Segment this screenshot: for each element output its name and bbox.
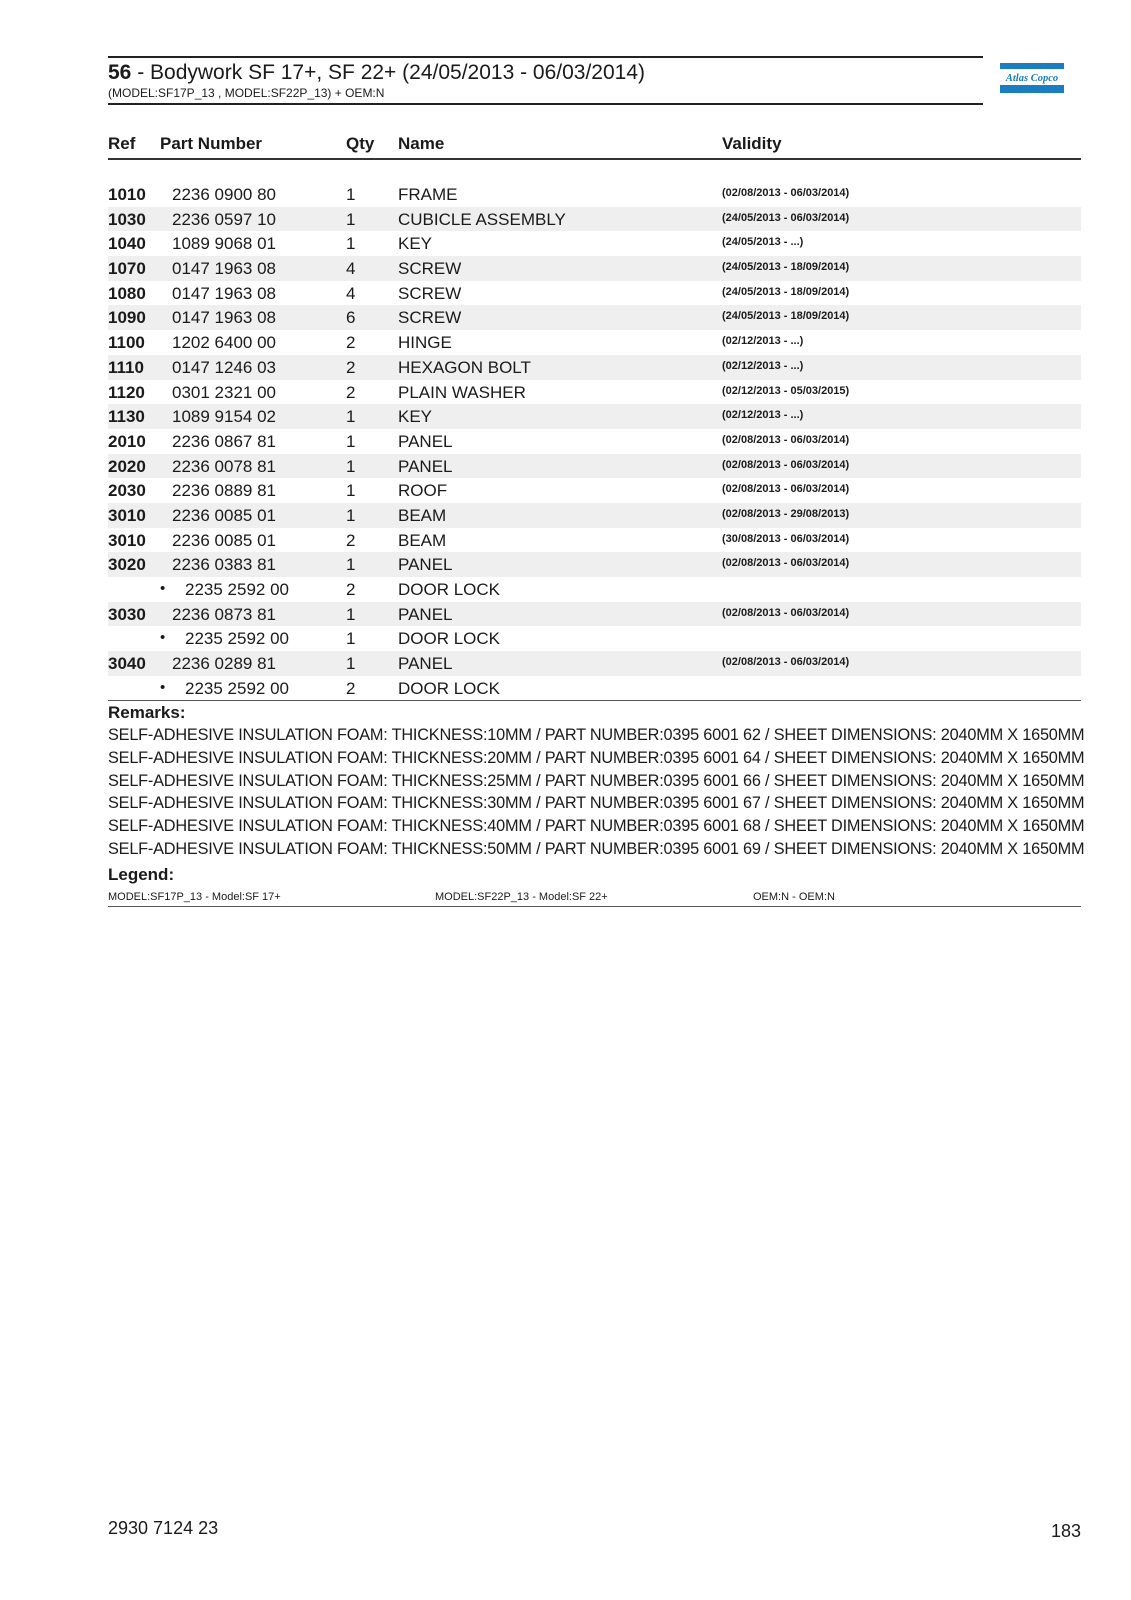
name-cell: HINGE — [398, 333, 452, 353]
part-number-cell: 2236 0085 01 — [172, 530, 276, 550]
name-cell: SCREW — [398, 308, 462, 328]
table-row — [108, 454, 1081, 479]
qty-cell: 2 — [346, 357, 356, 377]
name-cell: SCREW — [398, 259, 462, 279]
table-row — [108, 330, 1081, 355]
part-number-cell: 0147 1963 08 — [172, 283, 276, 303]
bullet-icon: • — [160, 678, 166, 696]
table-row — [108, 528, 1081, 553]
page-header — [108, 56, 983, 105]
name-cell: FRAME — [398, 185, 458, 204]
validity-cell: (02/08/2013 - 06/03/2014) — [722, 433, 850, 446]
ref-cell: 3010 — [108, 505, 146, 525]
table-row — [108, 404, 1081, 429]
qty-cell: 1 — [346, 407, 356, 427]
validity-cell: (24/05/2013 - 06/03/2014) — [722, 211, 850, 224]
table-row — [108, 256, 1081, 281]
table-row — [108, 651, 1081, 676]
logo-text: Atlas Copco — [1005, 73, 1059, 84]
qty-cell: 4 — [346, 283, 356, 303]
qty-cell: 1 — [346, 234, 356, 254]
header-part-number: Part Number — [160, 134, 263, 153]
page-subtitle: (MODEL:SF17P_13 , MODEL:SF22P_13) + OEM:N — [108, 86, 385, 100]
table-row — [108, 281, 1081, 306]
part-number-cell: 2236 0900 80 — [172, 185, 276, 204]
validity-cell: (02/12/2013 - 05/03/2015) — [722, 384, 850, 397]
part-number-cell: 0301 2321 00 — [172, 382, 276, 402]
table-row — [108, 429, 1081, 454]
validity-cell: (24/05/2013 - ...) — [722, 236, 804, 249]
ref-cell: 1070 — [108, 259, 146, 279]
bullet-icon: • — [160, 629, 166, 647]
qty-cell: 1 — [346, 654, 356, 674]
ref-cell: 2030 — [108, 481, 146, 501]
name-cell: PLAIN WASHER — [398, 382, 526, 402]
legend-item: MODEL:SF17P_13 - Model:SF 17+ — [108, 891, 281, 903]
ref-cell: 2010 — [108, 431, 146, 451]
validity-cell: (30/08/2013 - 06/03/2014) — [722, 532, 850, 545]
legend-section — [108, 864, 1081, 907]
name-cell: PANEL — [398, 604, 453, 624]
part-number-cell: 1089 9154 02 — [172, 407, 276, 427]
validity-cell: (02/08/2013 - 06/03/2014) — [722, 187, 850, 199]
table-row — [108, 577, 1081, 602]
validity-cell: (02/08/2013 - 06/03/2014) — [722, 458, 850, 471]
ref-cell: 1110 — [108, 357, 144, 377]
part-number-cell: 2236 0085 01 — [172, 505, 276, 525]
ref-cell: 3030 — [108, 604, 146, 624]
table-row — [108, 602, 1081, 627]
part-number-cell: 2235 2592 00 — [185, 580, 289, 599]
page-number: 183 — [1050, 1521, 1081, 1541]
qty-cell: 1 — [346, 431, 356, 451]
header-validity: Validity — [722, 134, 782, 153]
table-row — [108, 207, 1081, 232]
ref-cell: 3010 — [108, 530, 146, 550]
parts-table — [108, 132, 1081, 701]
name-cell: DOOR LOCK — [398, 678, 501, 698]
name-cell: BEAM — [398, 505, 447, 525]
name-cell: KEY — [398, 407, 433, 427]
validity-cell: (02/08/2013 - 06/03/2014) — [722, 557, 850, 570]
header-ref: Ref — [108, 134, 136, 153]
qty-cell: 1 — [346, 456, 356, 476]
table-row — [108, 478, 1081, 503]
remarks-list — [108, 724, 1085, 861]
header-qty: Qty — [346, 134, 375, 153]
legend-items — [108, 886, 1081, 907]
part-number-cell: 2236 0078 81 — [172, 456, 276, 476]
table-row — [108, 305, 1081, 330]
name-cell: ROOF — [398, 481, 448, 501]
validity-cell: (02/08/2013 - 06/03/2014) — [722, 606, 850, 619]
qty-cell: 2 — [346, 530, 356, 550]
table-row — [108, 355, 1081, 380]
remark-line: SELF-ADHESIVE INSULATION FOAM: THICKNESS:40MM / PART NUMBER:0395 6001 68 / SHEET DIMENSIONS: 2040MM X 1650MM — [108, 817, 1085, 836]
part-number-cell: 1089 9068 01 — [172, 234, 276, 254]
table-row — [108, 503, 1081, 528]
part-number-cell: 2236 0873 81 — [172, 604, 276, 624]
table-body — [108, 182, 1081, 700]
name-cell: CUBICLE ASSEMBLY — [398, 209, 566, 229]
qty-cell: 2 — [346, 382, 356, 402]
part-number-cell: 0147 1963 08 — [172, 259, 276, 279]
remark-line: SELF-ADHESIVE INSULATION FOAM: THICKNESS:25MM / PART NUMBER:0395 6001 66 / SHEET DIMENSIONS: 2040MM X 1650MM — [108, 771, 1085, 790]
part-number-cell: 2236 0289 81 — [172, 654, 276, 674]
ref-cell: 2020 — [108, 456, 146, 476]
part-number-cell: 2236 0867 81 — [172, 431, 276, 451]
validity-cell: (02/08/2013 - 06/03/2014) — [722, 656, 850, 669]
validity-cell: (02/08/2013 - 29/08/2013) — [722, 507, 850, 520]
remarks-title: Remarks: — [108, 703, 186, 722]
name-cell: KEY — [398, 234, 433, 254]
section-number: 56 — [108, 61, 132, 84]
page-title — [108, 60, 983, 86]
header-name: Name — [398, 134, 445, 153]
table-row — [108, 676, 1081, 701]
qty-cell: 2 — [346, 333, 356, 353]
qty-cell: 2 — [346, 580, 356, 599]
remark-line: SELF-ADHESIVE INSULATION FOAM: THICKNESS:10MM / PART NUMBER:0395 6001 62 / SHEET DIMENSIONS: 2040MM X 1650MM — [108, 726, 1085, 744]
remark-line: SELF-ADHESIVE INSULATION FOAM: THICKNESS:20MM / PART NUMBER:0395 6001 64 / SHEET DIMENSIONS: 2040MM X 1650MM — [108, 748, 1085, 767]
bullet-icon: • — [160, 580, 166, 597]
qty-cell: 4 — [346, 259, 356, 279]
qty-cell: 2 — [346, 678, 356, 698]
part-number-cell: 2236 0597 10 — [172, 209, 276, 229]
name-cell: DOOR LOCK — [398, 580, 501, 599]
remark-line: SELF-ADHESIVE INSULATION FOAM: THICKNESS:30MM / PART NUMBER:0395 6001 67 / SHEET DIMENSIONS: 2040MM X 1650MM — [108, 794, 1085, 813]
qty-cell: 1 — [346, 481, 356, 501]
legend-title: Legend: — [108, 865, 175, 884]
name-cell: DOOR LOCK — [398, 629, 501, 649]
ref-cell: 1090 — [108, 308, 146, 328]
qty-cell: 1 — [346, 604, 356, 624]
ref-cell: 1120 — [108, 382, 145, 402]
name-cell: BEAM — [398, 530, 447, 550]
validity-cell: (24/05/2013 - 18/09/2014) — [722, 310, 850, 323]
part-number-cell: 2235 2592 00 — [185, 629, 289, 649]
part-number-cell: 0147 1246 03 — [172, 357, 276, 377]
name-cell: PANEL — [398, 456, 453, 476]
validity-cell: (02/12/2013 - ...) — [722, 359, 804, 372]
atlas-copco-logo — [1000, 63, 1064, 93]
part-number-cell: 1202 6400 00 — [172, 333, 276, 353]
part-number-cell: 0147 1963 08 — [172, 308, 276, 328]
legend-item: MODEL:SF22P_13 - Model:SF 22+ — [435, 891, 608, 903]
ref-cell: 1130 — [108, 407, 145, 427]
name-cell: PANEL — [398, 654, 453, 674]
table-row — [108, 552, 1081, 577]
ref-cell: 3040 — [108, 654, 146, 674]
ref-cell: 1010 — [108, 185, 146, 204]
validity-cell: (24/05/2013 - 18/09/2014) — [722, 285, 850, 298]
table-row — [108, 380, 1081, 405]
remark-line: SELF-ADHESIVE INSULATION FOAM: THICKNESS:50MM / PART NUMBER:0395 6001 69 / SHEET DIMENSIONS: 2040MM X 1650MM — [108, 839, 1085, 858]
name-cell: PANEL — [398, 431, 453, 451]
qty-cell: 1 — [346, 629, 356, 649]
qty-cell: 1 — [346, 185, 356, 204]
table-row — [108, 231, 1081, 256]
ref-cell: 3020 — [108, 555, 146, 575]
document-number: 2930 7124 23 — [108, 1518, 219, 1538]
part-number-cell: 2236 0383 81 — [172, 555, 276, 575]
section-title: - Bodywork SF 17+, SF 22+ (24/05/2013 - 06/03/2014) — [137, 61, 646, 84]
remarks-section — [108, 702, 1085, 861]
table-header — [108, 132, 1081, 160]
table-row — [108, 182, 1081, 207]
part-number-cell: 2236 0889 81 — [172, 481, 276, 501]
name-cell: HEXAGON BOLT — [398, 357, 531, 377]
qty-cell: 1 — [346, 555, 356, 575]
header-bottom-rule — [108, 103, 983, 105]
table-row — [108, 626, 1081, 651]
ref-cell: 1030 — [108, 209, 146, 229]
qty-cell: 1 — [346, 209, 356, 229]
ref-cell: 1040 — [108, 234, 146, 254]
legend-item: OEM:N - OEM:N — [753, 891, 835, 903]
validity-cell: (02/12/2013 - ...) — [722, 335, 804, 348]
validity-cell: (24/05/2013 - 18/09/2014) — [722, 261, 850, 274]
ref-cell: 1080 — [108, 283, 146, 303]
ref-cell: 1100 — [108, 333, 145, 353]
qty-cell: 6 — [346, 308, 356, 328]
name-cell: PANEL — [398, 555, 453, 575]
validity-cell: (02/12/2013 - ...) — [722, 409, 804, 422]
validity-cell: (02/08/2013 - 06/03/2014) — [722, 483, 850, 496]
part-number-cell: 2235 2592 00 — [185, 678, 289, 698]
qty-cell: 1 — [346, 505, 356, 525]
name-cell: SCREW — [398, 283, 462, 303]
header-top-rule — [108, 56, 983, 58]
